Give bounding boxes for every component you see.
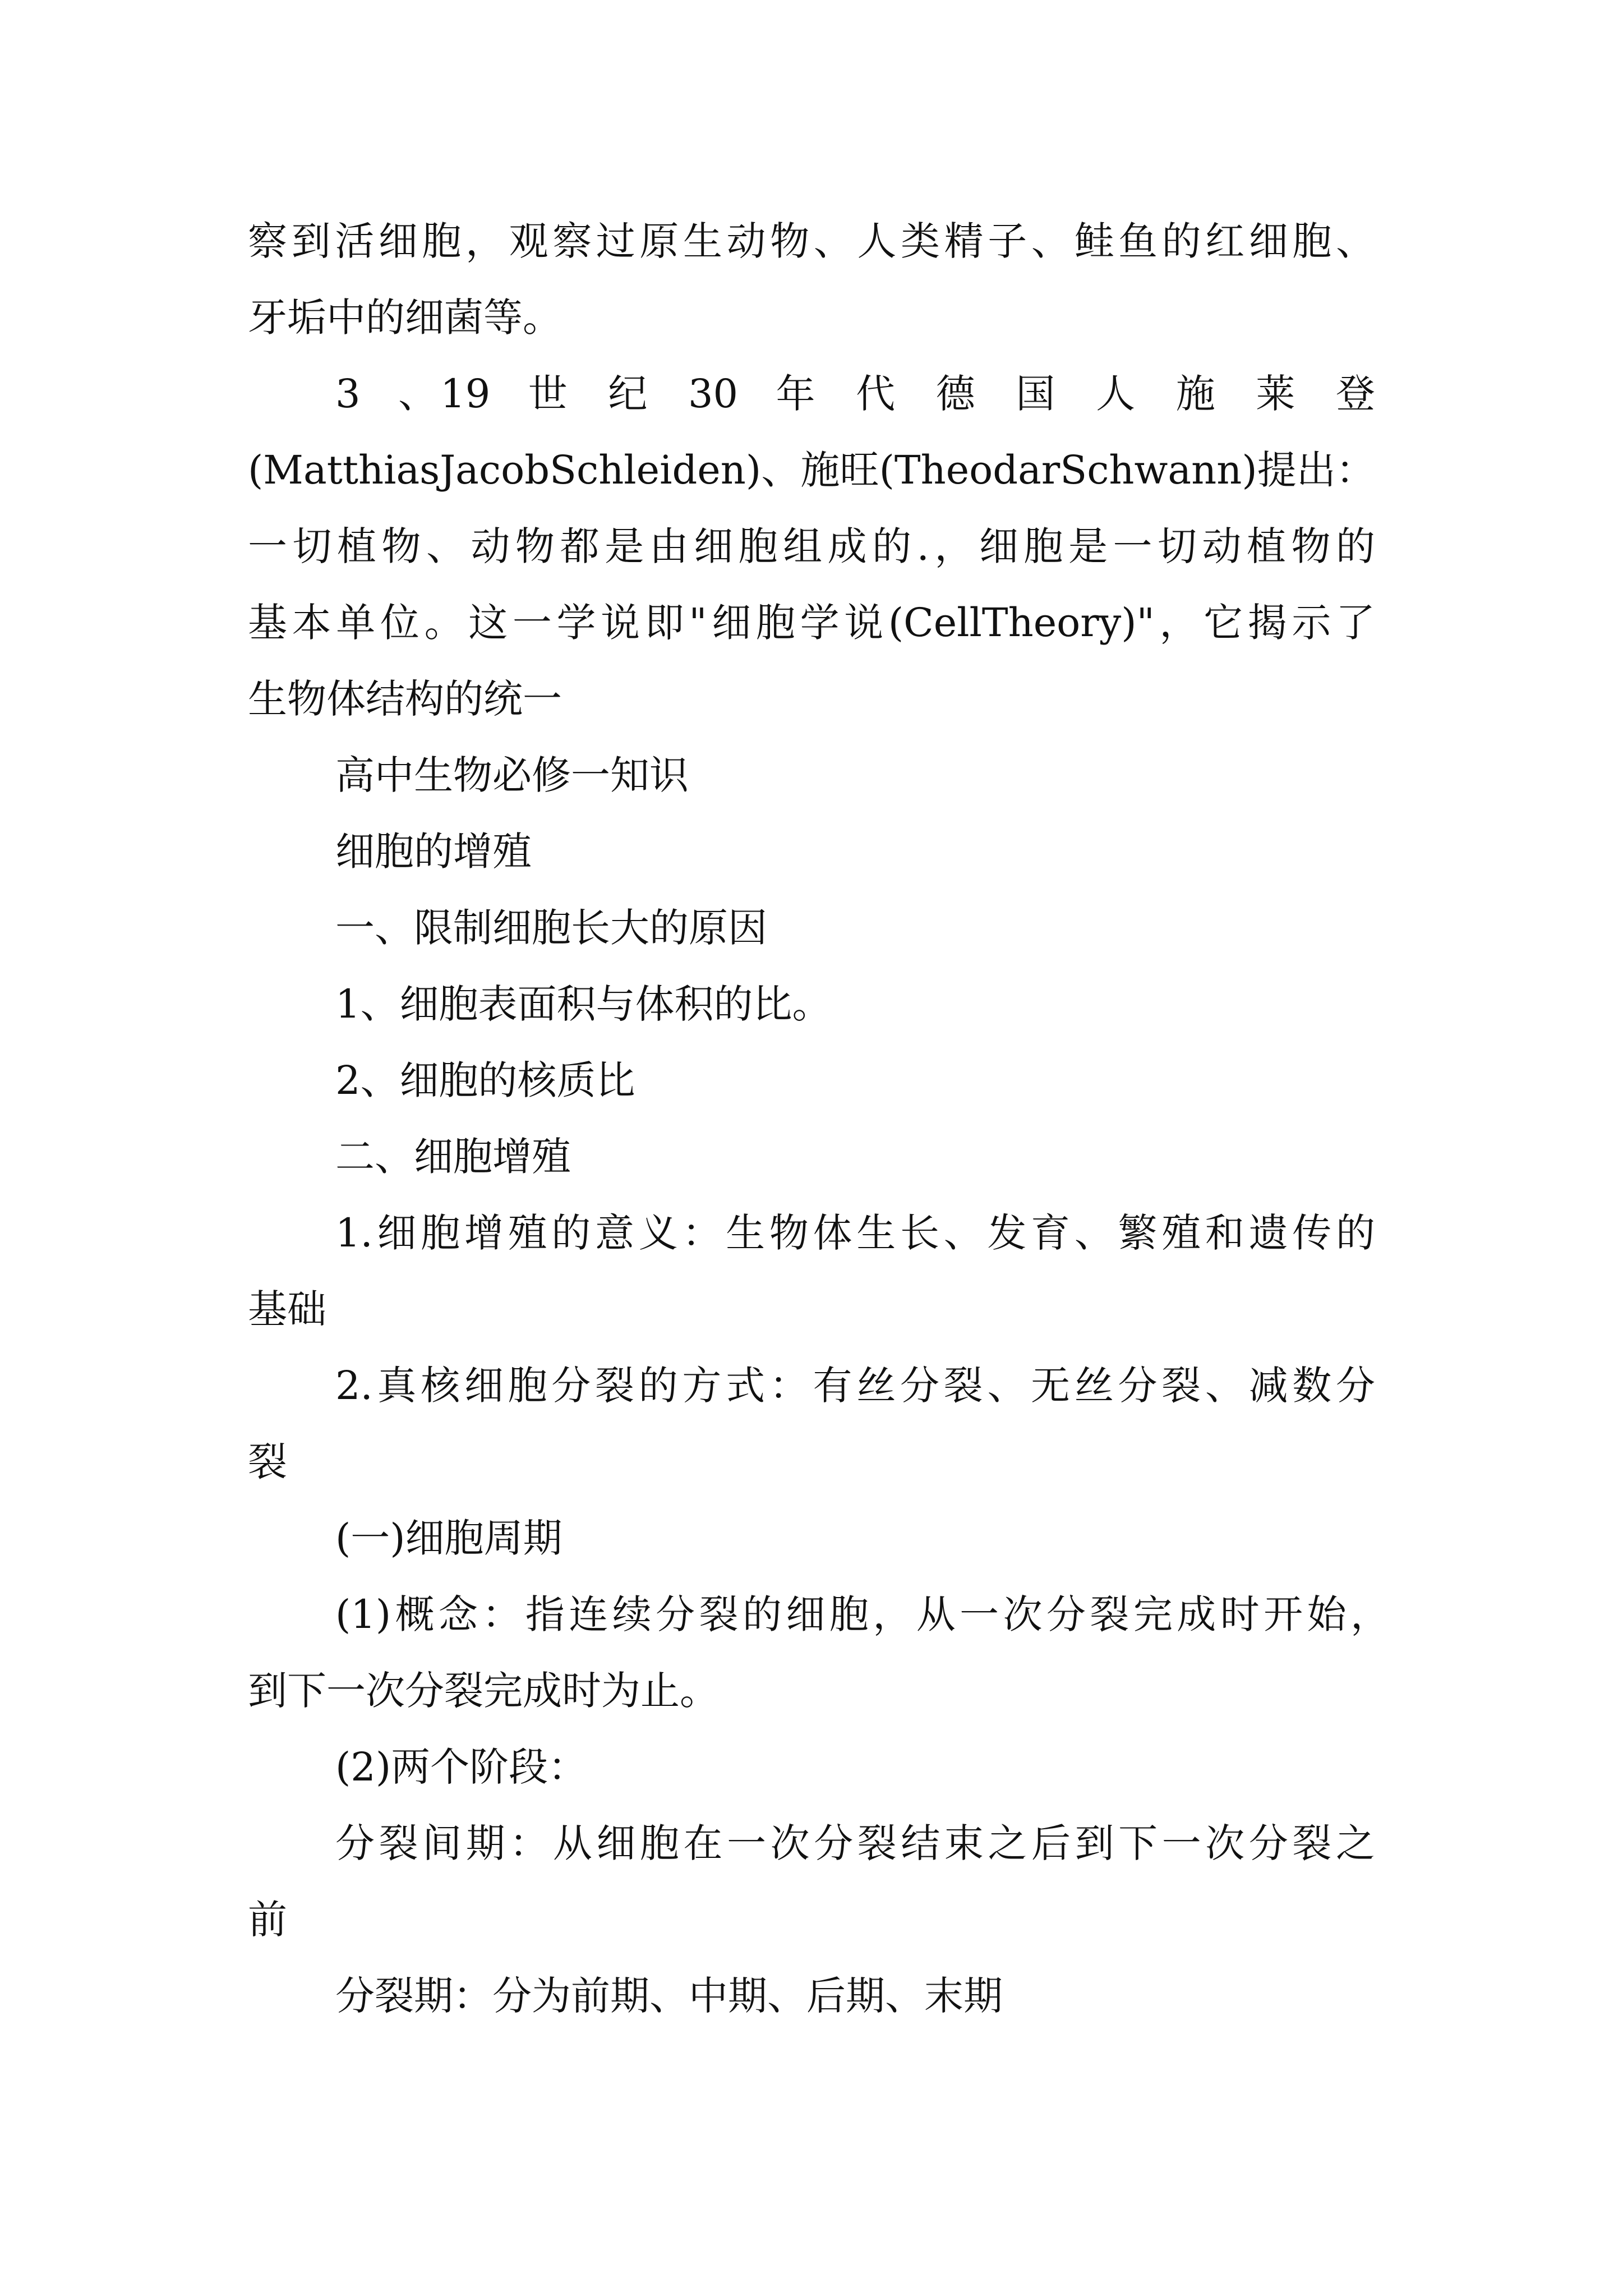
text-line-15: 基础 xyxy=(248,1286,326,1332)
text-line-20: 到下一次分裂完成时为止。 xyxy=(248,1668,719,1714)
text-line-13: 二、细胞增殖 xyxy=(335,1134,571,1180)
text-line-6: 基本单位。这一学说即"细胞学说(CellTheory)"，它揭示了 xyxy=(248,600,1375,646)
text-line-18: (一)细胞周期 xyxy=(335,1515,562,1561)
text-line-9: 细胞的增殖 xyxy=(335,829,532,875)
text-line-5: 一切植物、动物都是由细胞组成的.，细胞是一切动植物的 xyxy=(248,523,1375,569)
text-line-11: 1、细胞表面积与体积的比。 xyxy=(335,981,832,1027)
text-line-10: 一、限制细胞长大的原因 xyxy=(335,905,767,951)
text-line-1: 察到活细胞，观察过原生动物、人类精子、鲑鱼的红细胞、 xyxy=(248,218,1375,264)
text-line-14: 1.细胞增殖的意义：生物体生长、发育、繁殖和遗传的 xyxy=(335,1210,1375,1256)
text-line-3: 3 、19 世 纪 30 年 代 德 国 人 施 莱 登 xyxy=(335,371,1375,417)
text-line-22: 分裂间期：从细胞在一次分裂结束之后到下一次分裂之 xyxy=(335,1820,1375,1866)
text-line-7: 生物体结构的统一 xyxy=(248,676,562,722)
text-line-19: (1)概念：指连续分裂的细胞，从一次分裂完成时开始， xyxy=(335,1591,1390,1637)
text-line-23: 前 xyxy=(248,1897,287,1943)
text-line-12: 2、细胞的核质比 xyxy=(335,1057,635,1103)
text-line-4: (MatthiasJacobSchleiden)、施旺(TheodarSchwann)提出： xyxy=(248,447,1375,493)
text-line-17: 裂 xyxy=(248,1439,287,1485)
text-line-8: 高中生物必修一知识 xyxy=(335,752,689,798)
text-line-16: 2.真核细胞分裂的方式：有丝分裂、无丝分裂、减数分 xyxy=(335,1363,1375,1409)
text-line-21: (2)两个阶段： xyxy=(335,1744,588,1790)
text-line-2: 牙垢中的细菌等。 xyxy=(248,295,562,341)
text-line-24: 分裂期：分为前期、中期、后期、末期 xyxy=(335,1973,1003,2019)
